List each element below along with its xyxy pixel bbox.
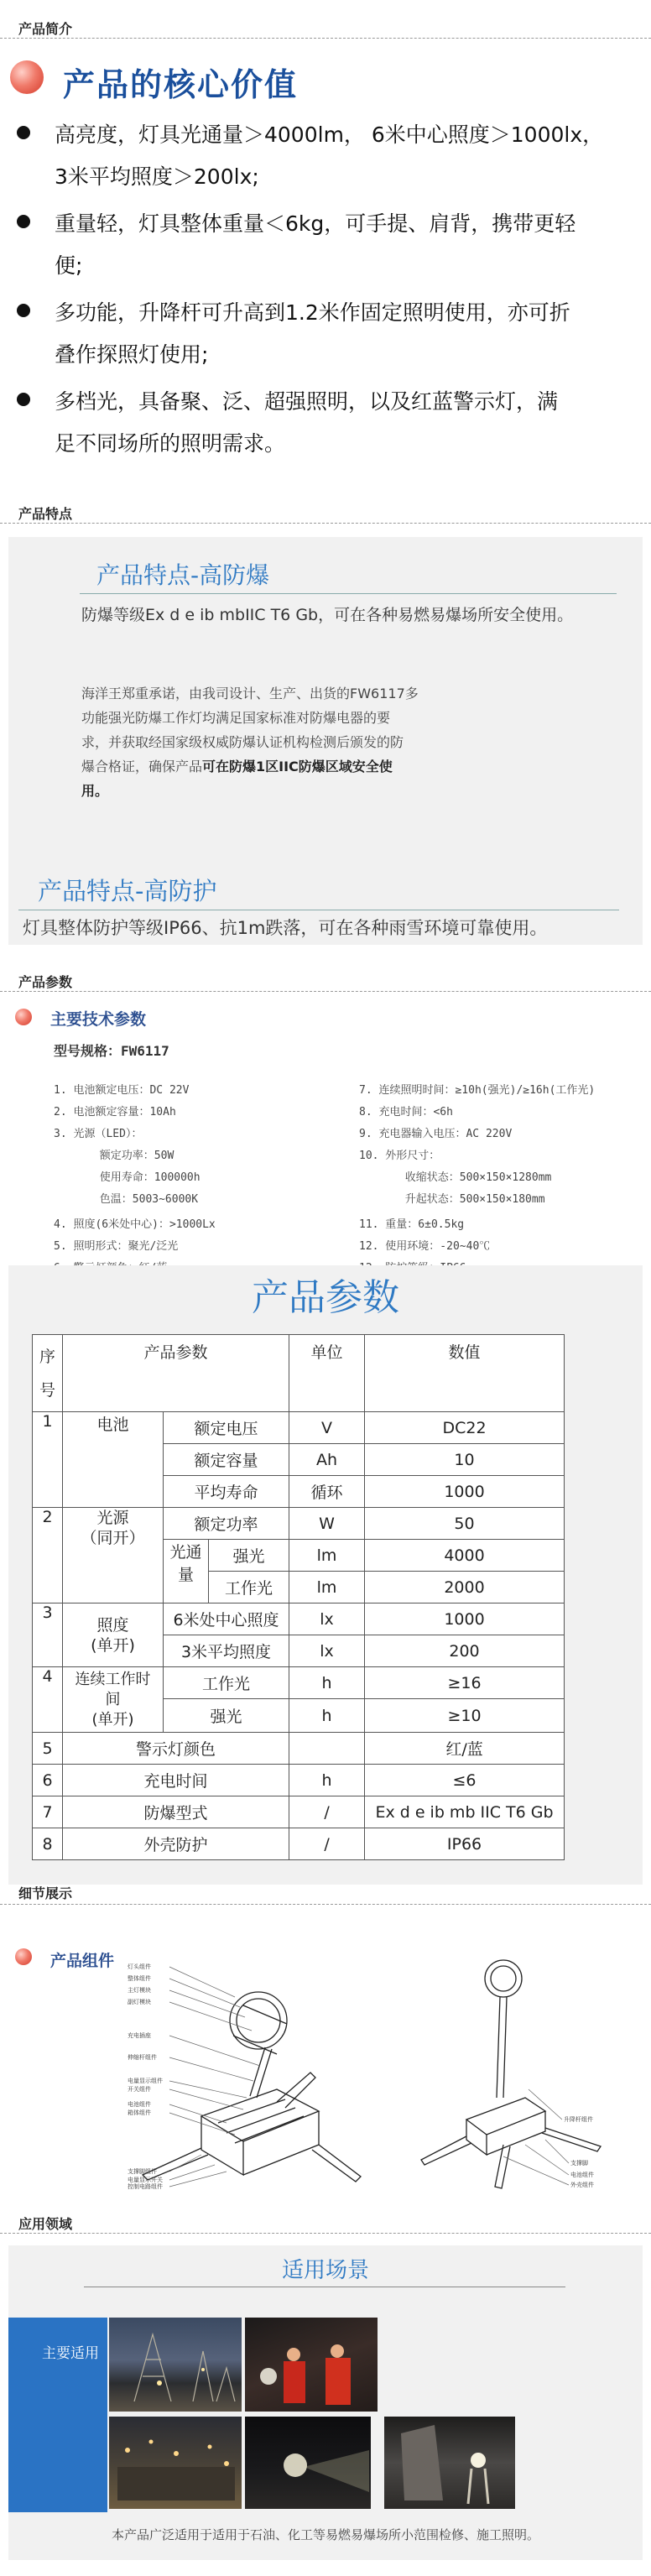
bullet-icon bbox=[17, 126, 30, 139]
table-row: 2 光源 （同开） 额定功率 W 50 bbox=[33, 1508, 565, 1540]
params-table bbox=[32, 1334, 565, 1860]
section-title: 产品参数 bbox=[18, 974, 73, 990]
spec-line: 5. 照明形式：聚光/泛光 bbox=[54, 1240, 179, 1253]
orb-icon bbox=[15, 1948, 32, 1965]
certification-text: 海洋王郑重承诺，由我司设计、生产、出货的FW6117多 功能强光防爆工作灯均满足国家标准对防爆电器的要 求，并获取经国家级权威防爆认证机构检测后颁发的防 爆合格证，确保产品可在防爆1区IIC防爆区域安全使 用。 bbox=[81, 686, 419, 799]
section-header-intro bbox=[0, 15, 651, 39]
table-row: 8 外壳防护 / IP66 bbox=[33, 1828, 565, 1860]
label: 电量显示组件 bbox=[128, 2078, 163, 2084]
photo-workers bbox=[245, 2318, 378, 2412]
table-row: 5 警示灯颜色 红/蓝 bbox=[33, 1733, 565, 1765]
bullet-icon bbox=[17, 393, 30, 406]
orb-icon bbox=[10, 60, 44, 94]
core-item: 重量轻，灯具整体重量＜6kg，可手提、肩背，携带更轻 便; bbox=[55, 211, 576, 278]
section-header-details bbox=[0, 1880, 651, 1905]
core-item: 多档光，具备聚、泛、超强照明，以及红蓝警示灯，满 足不同场所的照明需求。 bbox=[55, 389, 559, 456]
table-row: 6 充电时间 h ≤6 bbox=[33, 1765, 565, 1796]
core-value-title: 产品的核心价值 bbox=[63, 66, 299, 103]
applications-title: 适用场景 bbox=[281, 2258, 369, 2283]
label: 外壳组件 bbox=[570, 2182, 594, 2188]
photo-inspection bbox=[245, 2417, 371, 2509]
photo-drawing bbox=[109, 2318, 242, 2412]
table-row: 3 照度 (单开) 6米处中心照度 lx 1000 bbox=[33, 1603, 565, 1635]
orb-icon bbox=[15, 1009, 32, 1025]
header-value: 数值 bbox=[365, 1335, 565, 1412]
label: 主灯模块 bbox=[128, 1987, 151, 1994]
table-row: 工作光 lm 2000 bbox=[33, 1572, 565, 1603]
spec-line: 升起状态：500×150×180mm bbox=[359, 1193, 545, 1206]
label: 开关组件 bbox=[128, 2086, 151, 2093]
photo-maintenance bbox=[384, 2417, 515, 2509]
label: 升降杆组件 bbox=[564, 2116, 593, 2123]
table-row: 光通量 强光 lm 4000 bbox=[33, 1540, 565, 1572]
section-divider bbox=[0, 991, 651, 992]
spec-line: 色温：5003~6000K bbox=[54, 1193, 199, 1206]
label: 控制电路组件 bbox=[128, 2183, 163, 2190]
components-title: 产品组件 bbox=[50, 1952, 115, 1970]
photo-plant-night bbox=[109, 2417, 242, 2509]
model-spec: 型号规格：FW6117 bbox=[54, 1043, 169, 1059]
applications-footer: 本产品广泛适用于适用于石油、化工等易燃易爆场所小范围检修、施工照明。 bbox=[111, 2527, 539, 2542]
table-header-row bbox=[33, 1335, 565, 1412]
spec-line: 8. 充电时间：<6h bbox=[359, 1106, 453, 1119]
bullet-icon bbox=[17, 304, 30, 317]
header-seq: 序号 bbox=[33, 1335, 63, 1412]
section-header-params bbox=[0, 968, 651, 992]
spec-line: 1. 电池额定电压：DC 22V bbox=[54, 1084, 190, 1097]
spec-line: 11. 重量：6±0.5kg bbox=[359, 1218, 465, 1231]
label: 充电插座 bbox=[128, 2032, 151, 2039]
spec-line: 使用寿命：100000h bbox=[54, 1171, 201, 1184]
feature-text-protection: 灯具整体防护等级IP66、抗1m跌落，可在各种雨雪环境可靠使用。 bbox=[23, 918, 548, 938]
spec-line: 10. 外形尺寸： bbox=[359, 1150, 440, 1162]
photo-oil-field bbox=[109, 2318, 242, 2412]
table-row: 1 电池 额定电压 V DC22 bbox=[33, 1412, 565, 1444]
label: 支撑脚组件 bbox=[128, 2168, 157, 2175]
label: 伸缩杆组件 bbox=[128, 2054, 157, 2061]
feature-divider bbox=[80, 593, 617, 594]
table-row: 强光 h ≥10 bbox=[33, 1699, 565, 1733]
params-table-title: 产品参数 bbox=[252, 1276, 399, 1319]
section-title: 产品简介 bbox=[18, 21, 73, 37]
label: 副灯模块 bbox=[128, 1999, 151, 2005]
label: 电池组件 bbox=[570, 2172, 594, 2178]
spec-line: 3. 光源（LED）： bbox=[54, 1128, 143, 1140]
section-divider bbox=[0, 1904, 651, 1905]
label: 支撑脚 bbox=[570, 2160, 588, 2167]
table-row: 3米平均照度 lx 200 bbox=[33, 1635, 565, 1667]
spec-line: 额定功率：50W bbox=[54, 1150, 174, 1162]
feature-heading-protection: 产品特点-高防护 bbox=[38, 877, 217, 905]
section-header-features bbox=[0, 500, 651, 524]
spec-line: 9. 充电器输入电压：AC 220V bbox=[359, 1128, 513, 1140]
photo-drawing bbox=[384, 2417, 515, 2509]
label: 整体组件 bbox=[128, 1975, 151, 1982]
section-divider bbox=[0, 523, 651, 524]
label: 电池组件 bbox=[128, 2101, 151, 2108]
label: 箱体组件 bbox=[128, 2109, 151, 2116]
bullet-icon bbox=[17, 215, 30, 228]
component-diagram bbox=[109, 1955, 629, 2190]
table-row: 7 防爆型式 / Ex d e ib mb IIC T6 Gb bbox=[33, 1796, 565, 1828]
section-title: 产品特点 bbox=[18, 506, 73, 522]
spec-line: 收缩状态：500×150×1280mm bbox=[359, 1171, 552, 1184]
core-item: 多功能，升降杆可升高到1.2米作固定照明使用，亦可折 叠作探照灯使用; bbox=[55, 300, 570, 367]
feature-heading-explosion: 产品特点-高防爆 bbox=[96, 561, 270, 589]
table-row: 额定容量 Ah 10 bbox=[33, 1444, 565, 1476]
header-param: 产品参数 bbox=[63, 1335, 289, 1412]
section-divider bbox=[0, 38, 651, 39]
spec-line: 12. 使用环境：-20~40℃ bbox=[359, 1240, 491, 1253]
label: 灯头组件 bbox=[128, 1963, 151, 1970]
photo-drawing bbox=[245, 2417, 371, 2509]
photo-drawing bbox=[245, 2318, 378, 2412]
section-title: 应用领域 bbox=[18, 2216, 73, 2232]
table-row: 4 连续工作时 间 (单开) 工作光 h ≥16 bbox=[33, 1667, 565, 1699]
spec-line: 2. 电池额定容量：10Ah bbox=[54, 1106, 176, 1119]
core-item: 高亮度，灯具光通量＞4000lm， 6米中心照度＞1000lx， 3米平均照度＞200lx; bbox=[55, 123, 604, 189]
section-title: 细节展示 bbox=[18, 1885, 73, 1901]
tech-params-title: 主要技术参数 bbox=[50, 1010, 147, 1029]
photo-drawing bbox=[109, 2417, 242, 2509]
section-header-applications bbox=[0, 2210, 651, 2234]
spec-line: 4. 照度(6米处中心)：>1000Lx bbox=[54, 1218, 216, 1231]
header-unit: 单位 bbox=[289, 1335, 365, 1412]
feature-text-explosion: 防爆等级Ex d e ib mbIIC T6 Gb，可在各种易燃易爆场所安全使用。 bbox=[81, 606, 574, 624]
section-divider bbox=[0, 2233, 651, 2234]
label: 电量显示开关 bbox=[128, 2177, 163, 2183]
spec-line: 7. 连续照明时间：≥10h(强光)/≥16h(工作光) bbox=[359, 1084, 596, 1097]
table-row: 平均寿命 循环 1000 bbox=[33, 1476, 565, 1508]
applications-label: 主要适用 bbox=[42, 2345, 99, 2362]
